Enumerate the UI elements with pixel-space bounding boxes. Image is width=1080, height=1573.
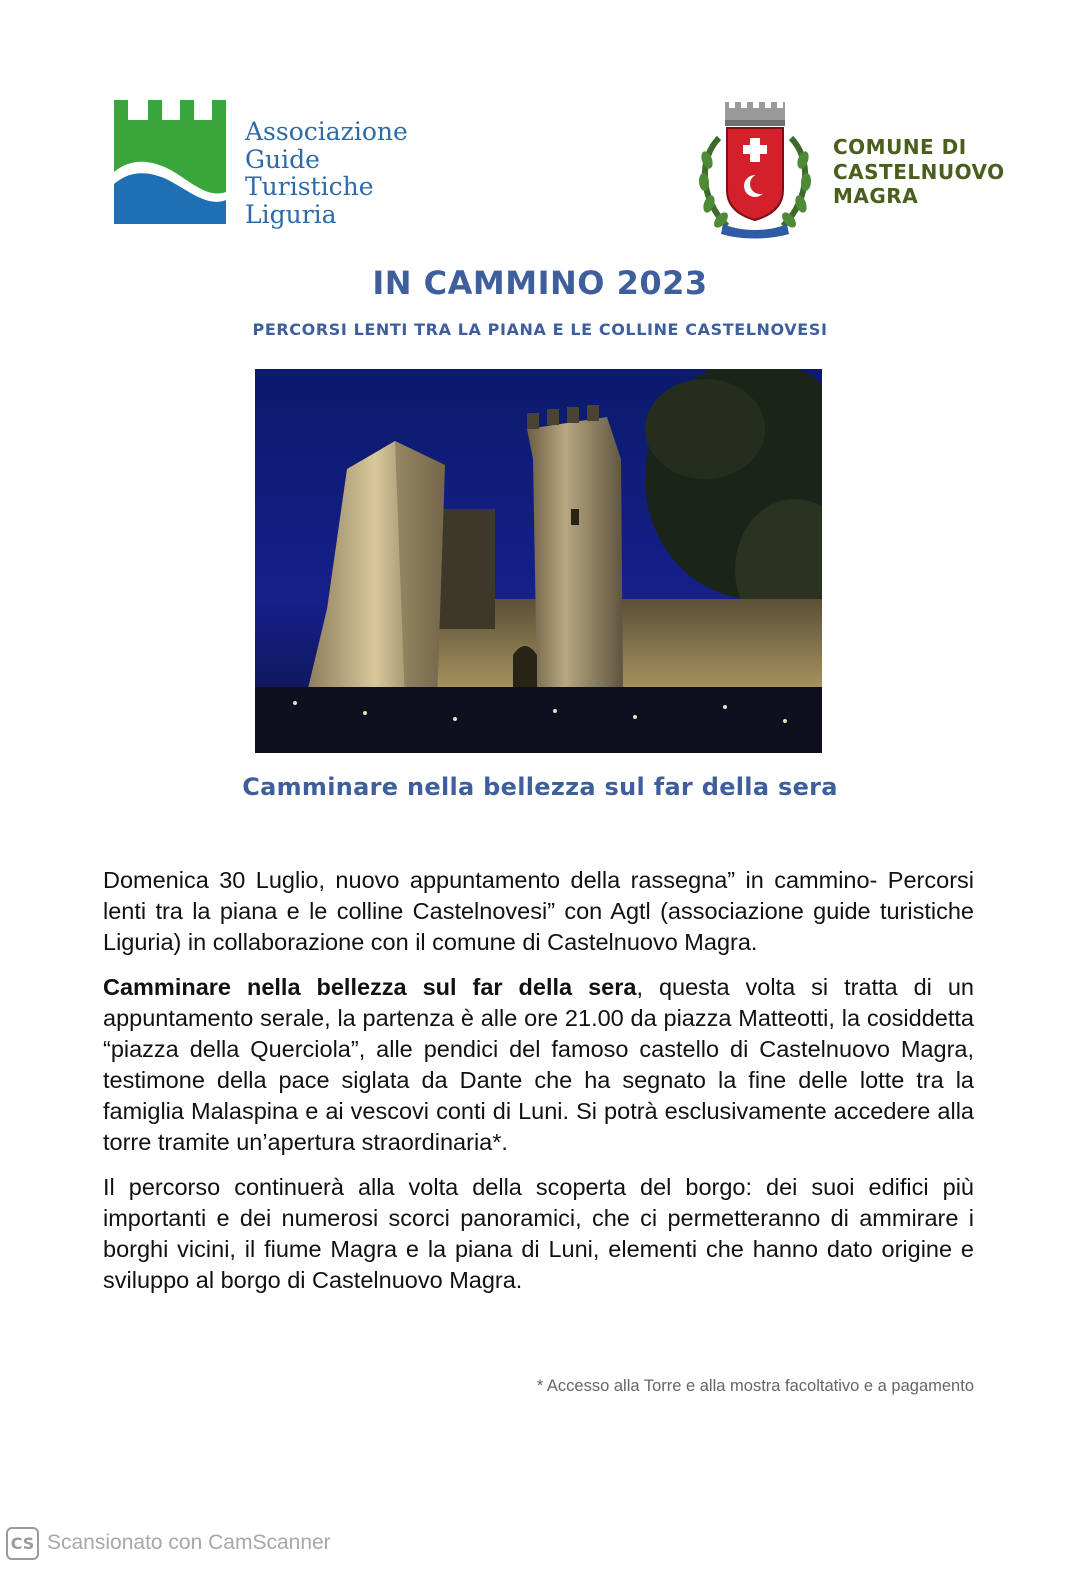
page-subtitle: PERCORSI LENTI TRA LA PIANA E LE COLLINE CASTELNOVESI: [252, 320, 828, 339]
camscanner-icon: CS: [6, 1527, 39, 1560]
comune-name: [833, 135, 1005, 209]
castle-night-photo: [255, 369, 822, 753]
agtl-name: [245, 118, 408, 228]
page-title: IN CAMMINO 2023: [372, 264, 708, 302]
event-description: [103, 865, 974, 1310]
comune-crest-icon: [697, 98, 813, 240]
paragraph-route: Il percorso continuerà alla volta della scoperta del borgo: dei suoi edifici più importanti e dei numerosi scorci panoramici, che ci permetteranno di ammirare i borghi vicini, il fiume Magra e la piana di Luni, elementi che hanno dato origine e sviluppo al borgo di Castelnuovo Magra.: [103, 1174, 974, 1293]
camscanner-watermark: [6, 1526, 331, 1560]
paragraph-details-bold: Camminare nella bellezza sul far della sera: [103, 974, 637, 1000]
comune-line: MAGRA: [833, 184, 919, 208]
agtl-line: Liguria: [245, 199, 337, 229]
event-tagline: Camminare nella bellezza sul far della sera: [242, 773, 838, 801]
agtl-line: Guide: [245, 144, 320, 174]
agtl-line: Associazione: [245, 117, 408, 146]
paragraph-intro: Domenica 30 Luglio, nuovo appuntamento della rassegna” in cammino- Percorsi lenti tra la piana e le colline Castelnovesi” con Agtl (associazione guide turistiche Liguria) in collaborazione con il comune di Castelnuovo Magra.: [103, 867, 974, 955]
comune-line: COMUNE DI: [833, 135, 967, 159]
comune-line: CASTELNUOVO: [833, 159, 1005, 184]
paragraph-details: [103, 972, 974, 1158]
agtl-logo-icon: [114, 100, 226, 226]
footnote: * Accesso alla Torre e alla mostra facoltativo e a pagamento: [536, 1377, 974, 1395]
camscanner-text: Scansionato con CamScanner: [47, 1531, 331, 1554]
paragraph-details-text: , questa volta si tratta di un appuntamento serale, la partenza è alle ore 21.00 da piazza Matteotti, la cosiddetta “piazza della Querciola”, alle pendici del famoso castello di Castelnuovo Magra, testimone della pace siglata da Dante che ha segnato la fine delle lotte tra la famiglia Malaspina e ai vescovi conti di Luni. Si potrà esclusivamente accedere alla torre tramite un’apertura straordinaria*.: [103, 974, 975, 1155]
agtl-line: Turistiche: [245, 172, 374, 201]
